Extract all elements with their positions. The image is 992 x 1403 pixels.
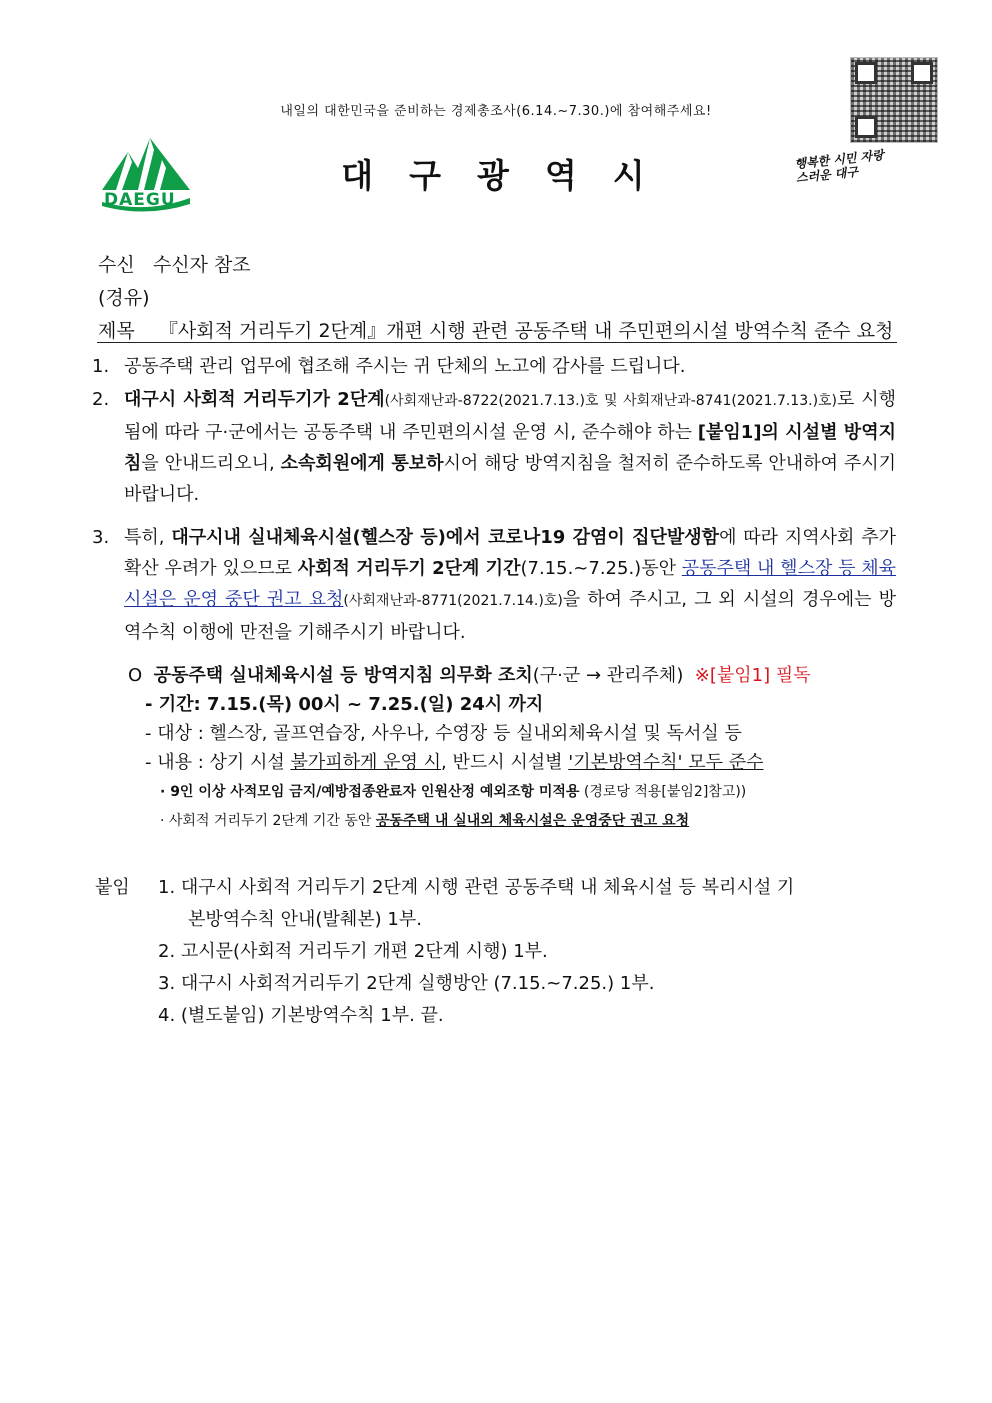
subject-label: 제목 xyxy=(98,320,135,342)
p1-text: 공동주택 관리 업무에 협조해 주시는 귀 단체의 노고에 감사를 드립니다. xyxy=(124,356,686,377)
subject-divider xyxy=(97,342,897,343)
p1-number: 1. xyxy=(92,356,110,377)
measures-note-1: · 9인 이상 사적모임 금지/예방접종완료자 인원산정 예외조항 미적용 (경로당 적용[붙임2]참고)) xyxy=(160,784,747,800)
p3-highlight: 공동주택 내 헬스장 등 체육시설은 운영 중단 권고 요청 xyxy=(124,558,897,610)
subject-line xyxy=(98,316,893,343)
measures-content: - 내용 : 상기 시설 불가피하게 운영 시, 반드시 시설별 '기본방역수칙' 모두 준수 xyxy=(145,752,764,773)
subject-value: 『사회적 거리두기 2단계』개편 시행 관련 공동주택 내 주민편의시설 방역수칙 준수 요청 xyxy=(158,320,894,342)
attachment-item: 4. (별도붙임) 기본방역수칙 1부. 끝. xyxy=(158,1005,444,1026)
logo-text: DAEGU xyxy=(104,190,176,210)
measures-period: - 기간: 7.15.(목) 00시 ~ 7.25.(일) 24시 까지 xyxy=(145,694,544,715)
attachment-item: 본방역수칙 안내(발췌본) 1부. xyxy=(188,909,422,930)
qr-code xyxy=(850,57,938,143)
attachments-label: 붙임 xyxy=(95,877,130,898)
p3-number: 3. xyxy=(92,527,110,548)
measures-target: - 대상 : 헬스장, 골프연습장, 사우나, 수영장 등 실내외체육시설 및 독서실 등 xyxy=(145,723,742,744)
must-read-note: ※[붙임1] 필독 xyxy=(694,665,811,686)
measures-title: O 공동주택 실내체육시설 등 방역지침 의무화 조치(구·군 → 관리주체) ※[붙임1] 필독 xyxy=(128,665,811,686)
recipient-label: 수신 xyxy=(98,254,135,276)
recipient-line xyxy=(98,250,251,277)
signature-text: 행복한 시민 자랑스러운 대구 xyxy=(793,147,885,186)
slogan-signature xyxy=(793,147,895,192)
p2-text: 대구시 사회적 거리두기가 2단계(사회재난과-8722(2021.7.13.)호 및 사회재난과-8741(2021.7.13.)호)로 시행됨에 따라 구·군에서는 공동주택 내 주민편의시설 운영 시, 준수해야 하는 [붙임1]의 시설별 방역지침을 안내드리오니, 소속회원에게 통보하시어 해당 방역지침을 철저히 준수하도록 안내하여 주시기 바랍니다. xyxy=(124,389,896,505)
via-line: (경유) xyxy=(98,287,150,309)
org-name: 대구광역시 xyxy=(341,156,681,195)
bullet-icon: O xyxy=(128,665,143,686)
p3-text: 특히, 대구시내 실내체육시설(헬스장 등)에서 코로나19 감염이 집단발생함에 따라 지역사회 추가 확산 우려가 있으므로 사회적 거리두기 2단계 기간(7.15.~7.25.)동안 공동주택 내 헬스장 등 체육시설은 운영 중단 권고 요청(사회재난과-8771(2021.7.14.)호)을 하여 주시고, 그 외 시설의 경우에는 방역수칙 이행에 만전을 기해주시기 바랍니다. xyxy=(124,527,897,643)
attachment-item: 1. 대구시 사회적 거리두기 2단계 시행 관련 공동주택 내 체육시설 등 복리시설 기 xyxy=(158,877,795,898)
p2-number: 2. xyxy=(92,389,110,410)
measures-note-2: · 사회적 거리두기 2단계 기간 동안 공동주택 내 실내외 체육시설은 운영중단 권고 요청 xyxy=(160,813,690,829)
slogan: 내일의 대한민국을 준비하는 경제총조사(6.14.~7.30.)에 참여해주세요! xyxy=(280,104,712,119)
recipient-value: 수신자 참조 xyxy=(152,254,251,276)
attachment-item: 3. 대구시 사회적거리두기 2단계 실행방안 (7.15.~7.25.) 1부. xyxy=(158,973,655,994)
attachment-item: 2. 고시문(사회적 거리두기 개편 2단계 시행) 1부. xyxy=(158,941,548,962)
